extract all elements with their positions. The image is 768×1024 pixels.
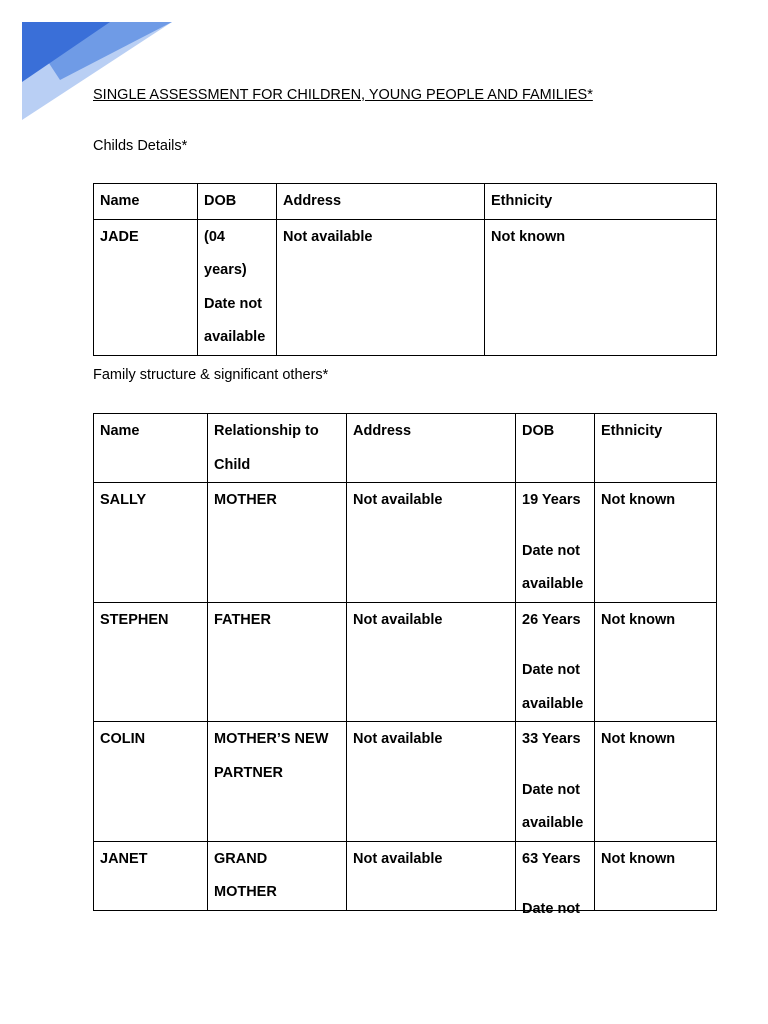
member-relationship-line: PARTNER [214,764,284,781]
member-name: JANET [94,841,208,910]
member-name: STEPHEN [94,602,208,722]
member-relationship-line: MOTHER [214,884,277,900]
member-address: Not available [347,602,516,722]
child-dob-line: years) [204,262,247,278]
child-address: Not available [277,219,485,355]
member-ethnicity: Not known [595,722,717,842]
member-dob-line: available [522,815,584,831]
table-row [94,483,717,603]
member-relationship-line: FATHER [214,611,271,628]
member-relationship [208,841,347,910]
member-dob-line: available [522,695,584,712]
childs-details-heading: Childs Details* [93,138,188,154]
document-title: SINGLE ASSESSMENT FOR CHILDREN, YOUNG PEOPLE AND FAMILIES* [93,87,593,103]
member-dob-line: available [522,576,584,592]
child-ethnicity: Not known [485,219,717,355]
member-name: COLIN [94,722,208,842]
member-address: Not available [347,841,516,910]
member-dob-age: 63 Years [522,850,581,867]
member-dob [516,841,595,917]
member-dob [516,483,595,603]
member-dob [516,722,595,842]
member-relationship [208,602,347,722]
member-dob-line: Date not [522,542,580,559]
child-dob-line: available [204,329,266,345]
table-row [94,841,717,910]
header-ethnicity: Ethnicity [595,414,717,483]
member-relationship [208,722,347,842]
member-relationship-line: GRAND [214,850,268,867]
member-ethnicity: Not known [595,602,717,722]
member-dob-line: Date not [522,901,580,917]
header-dob: DOB [516,414,595,483]
member-relationship-line: MOTHER’S NEW [214,731,329,747]
table-row [94,602,717,722]
header-name: Name [94,184,198,220]
member-dob-age: 19 Years [522,492,581,508]
header-ethnicity: Ethnicity [485,184,717,220]
header-dob: DOB [198,184,277,220]
header-name: Name [94,414,208,483]
corner-decoration [0,0,180,125]
child-dob-line: (04 [204,228,225,245]
member-address: Not available [347,483,516,603]
childs-details-table [93,183,717,356]
member-dob-age: 26 Years [522,611,581,628]
table-header-row [94,184,717,220]
family-structure-heading: Family structure & significant others* [93,367,329,383]
header-relationship-line: Relationship to [214,423,319,439]
member-dob [516,602,595,722]
table-header-row [94,414,717,483]
header-relationship [208,414,347,483]
member-dob-age: 33 Years [522,731,581,747]
header-address: Address [277,184,485,220]
member-address: Not available [347,722,516,842]
child-name: JADE [94,219,198,355]
member-dob-line: Date not [522,781,580,798]
family-structure-table [93,413,717,917]
member-name: SALLY [94,483,208,603]
table-row [94,219,717,355]
member-relationship [208,483,347,603]
child-dob [198,219,277,355]
child-dob-line: Date not [204,295,262,312]
member-ethnicity: Not known [595,483,717,603]
table-row [94,722,717,842]
member-dob-line: Date not [522,662,580,678]
header-relationship-line: Child [214,456,251,473]
member-relationship-line: MOTHER [214,492,277,508]
header-address: Address [347,414,516,483]
member-ethnicity: Not known [595,841,717,910]
